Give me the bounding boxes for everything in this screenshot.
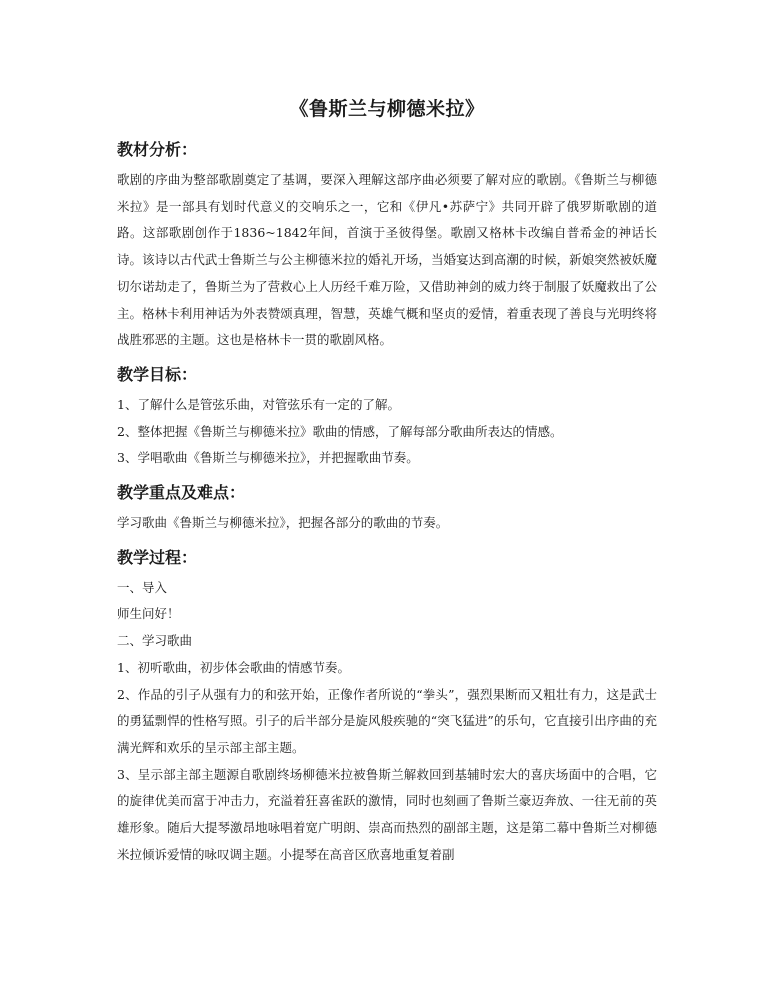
process-item: 一、导入	[117, 579, 168, 595]
heading-key-points: 教学重点及难点：	[117, 483, 246, 503]
document-page	[117, 0, 657, 868]
process-item: 1、初听歌曲，初步体会歌曲的情感节奏。	[117, 659, 350, 675]
process-item: 师生问好！	[117, 606, 180, 622]
process-paragraph: 2、作品的引子从强有力的和弦开始，正像作者所说的“拳头”，强烈果断而又粗壮有力，这是武士的勇猛剽悍的性格写照。引子的后半部分是旋风般疾驰的“突飞猛进”的乐句，它直接引出序曲的充满光辉和欢乐的呈示部主部主题。	[117, 686, 657, 755]
process-paragraph: 3、呈示部主部主题源自歌剧终场柳德米拉被鲁斯兰解救回到基辅时宏大的喜庆场面中的合唱，它的旋律优美而富于冲击力，充溢着狂喜雀跃的激情，同时也刻画了鲁斯兰豪迈奔放、一往无前的英雄形象。随后大提琴激昂地咏唱着宽广明朗、崇高而热烈的副部主题，这是第二幕中鲁斯兰对柳德米拉倾诉爱情的咏叹调主题。小提琴在高音区欣喜地重复着副	[117, 766, 657, 862]
list-teaching-process	[117, 575, 657, 869]
heading-teaching-process: 教学过程：	[117, 547, 198, 567]
heading-textbook-analysis: 教材分析：	[117, 140, 198, 159]
document-title: 《鲁斯兰与柳德米拉》	[289, 98, 485, 120]
heading-teaching-objectives: 教学目标：	[117, 364, 198, 384]
objective-item: 3、学唱歌曲《鲁斯兰与柳德米拉》，并把握歌曲节奏。	[117, 450, 419, 466]
objective-item: 1、了解什么是管弦乐曲，对管弦乐有一定的了解。	[117, 396, 400, 412]
list-teaching-objectives	[117, 392, 657, 472]
paragraph-key-points: 学习歌曲《鲁斯兰与柳德米拉》，把握各部分的歌曲的节奏。	[117, 515, 449, 531]
paragraph-textbook-analysis: 歌剧的序曲为整部歌剧奠定了基调，要深入理解这部序曲必须要了解对应的歌剧。《鲁斯兰与柳德米拉》是一部具有划时代意义的交响乐之一，它和《伊凡•苏萨宁》共同开辟了俄罗斯歌剧的道路。这部歌剧创作于1836~1842年间，首演于圣彼得堡。歌剧又格林卡改编自普希金的神话长诗。该诗以古代武士鲁斯兰与公主柳德米拉的婚礼开场，当婚宴达到高潮的时候，新娘突然被妖魔切尔诺劫走了，鲁斯兰为了营救心上人历经千难万险，又借助神剑的威力终于制服了妖魔救出了公主。格林卡利用神话为外表赞颂真理，智慧，英雄气概和坚贞的爱情，着重表现了善良与光明终将战胜邪恶的主题。这也是格林卡一贯的歌剧风格。	[117, 172, 657, 348]
process-item: 二、学习歌曲	[117, 633, 193, 649]
objective-item: 2、整体把握《鲁斯兰与柳德米拉》歌曲的情感，了解每部分歌曲所表达的情感。	[117, 423, 563, 439]
